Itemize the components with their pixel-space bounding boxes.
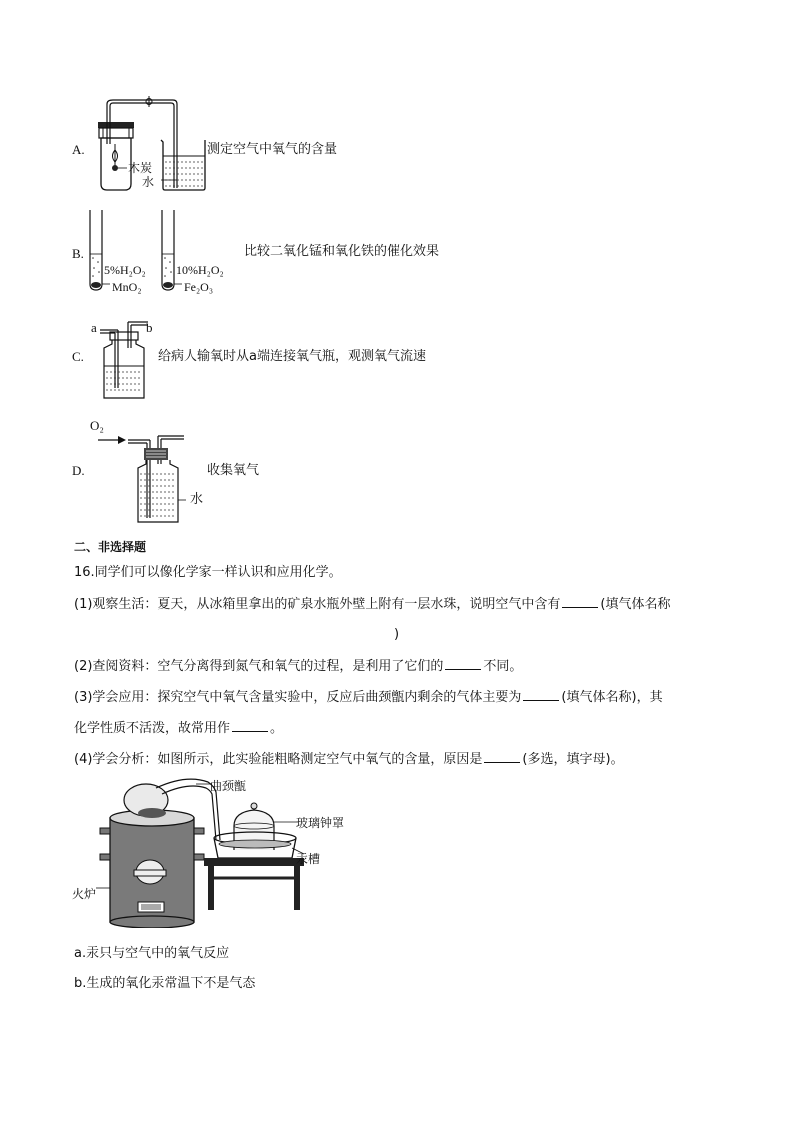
q16-part3-text2: 化学性质不活泼，故常用作: [74, 721, 231, 736]
q16-part4: [74, 750, 624, 768]
label-mercury-trough: 汞槽: [296, 852, 321, 866]
label-retort: 曲颈甑: [210, 779, 247, 793]
option-d-collection-bottle: [98, 430, 190, 524]
option-a-caption: 测定空气中氧气的含量: [207, 142, 338, 157]
q16-part3-blank2[interactable]: [232, 719, 268, 732]
q16-part3-hint: (填气体名称)，其: [561, 690, 663, 705]
option-d-caption: 收集氧气: [207, 463, 260, 478]
option-b-tube2-h2o2: 10%H₂O₂: [176, 263, 224, 277]
option-c-gas-washing-bottle: [98, 316, 150, 400]
label-furnace: 火炉: [72, 887, 97, 901]
option-b-letter: B.: [72, 246, 84, 261]
q16-part1-text: (1)观察生活：夏天，从冰箱里拿出的矿泉水瓶外壁上附有一层水珠，说明空气中含有: [74, 597, 561, 612]
option-d-letter: D.: [72, 463, 85, 478]
q16-part1-blank[interactable]: [562, 595, 598, 608]
option-b-tube1-h2o2: 5%H₂O₂: [104, 263, 146, 277]
q16-part2-blank[interactable]: [445, 657, 481, 670]
label-bell-jar: 玻璃钟罩: [296, 816, 345, 830]
q16-part4-blank[interactable]: [484, 750, 520, 763]
q16-part3-blank1[interactable]: [523, 688, 559, 701]
q16-choice-b: b.生成的氧化汞常温下不是气态: [74, 976, 256, 991]
option-d-o2-label: O₂: [90, 418, 104, 433]
q16-part3-end: 。: [270, 721, 284, 736]
option-c-label-a: a: [91, 320, 97, 335]
option-a-charcoal-label: 木炭: [128, 161, 153, 175]
option-b-caption: 比较二氧化锰和氧化铁的催化效果: [244, 244, 440, 259]
option-c-label-b: b: [146, 320, 153, 335]
q16-part2: [74, 657, 522, 675]
q16-part1: [74, 595, 671, 613]
option-a-letter: A.: [72, 142, 85, 157]
q16-choice-a: a.汞只与空气中的氧气反应: [74, 946, 230, 961]
q16-part2-text: (2)查阅资料：空气分离得到氮气和氧气的过程，是利用了它们的: [74, 659, 444, 674]
q16-part4-hint: (多选，填字母)。: [522, 752, 624, 767]
option-a-water-label: 水: [142, 175, 155, 189]
q16-part4-text: (4)学会分析：如图所示，此实验能粗略测定空气中氧气的含量，原因是: [74, 752, 483, 767]
lavoisier-apparatus-figure: [96, 778, 306, 928]
option-b-tube2-catalyst: Fe₂O₃: [184, 280, 214, 294]
q16-part3: [74, 688, 663, 706]
q16-part2-tail: 不同。: [483, 659, 523, 674]
q16-part3-line2: [74, 719, 283, 737]
option-c-letter: C.: [72, 349, 84, 364]
q16-part3-text: (3)学会应用：探究空气中氧气含量实验中，反应后曲颈甑内剩余的气体主要为: [74, 690, 522, 705]
option-c-caption: 给病人输氧时从a端连接氧气瓶，观测氧气流速: [158, 349, 426, 364]
q16-part1-close: ): [394, 627, 400, 642]
option-b-tube1-catalyst: MnO₂: [112, 280, 142, 294]
q16-part1-hint: (填气体名称: [600, 597, 671, 612]
q16-stem: 16.同学们可以像化学家一样认识和应用化学。: [74, 565, 342, 580]
section-title: 二、非选择题: [74, 540, 147, 554]
option-d-water-label: 水: [190, 492, 204, 507]
